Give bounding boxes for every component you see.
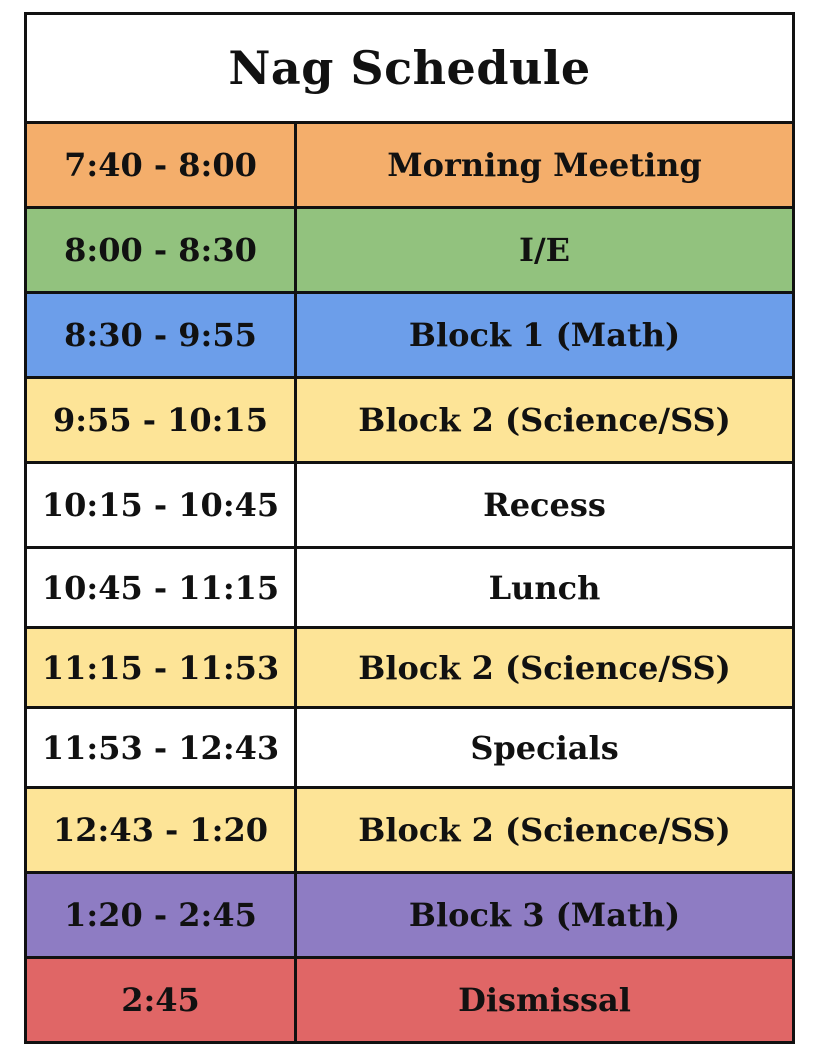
activity-cell: I/E	[296, 208, 794, 293]
time-cell: 7:40 - 8:00	[26, 123, 296, 208]
schedule-row	[26, 958, 794, 1043]
time-cell: 12:43 - 1:20	[26, 788, 296, 873]
activity-cell: Block 3 (Math)	[296, 873, 794, 958]
time-cell: 9:55 - 10:15	[26, 378, 296, 463]
schedule-row	[26, 293, 794, 378]
activity-cell: Block 2 (Science/SS)	[296, 628, 794, 708]
schedule-row	[26, 123, 794, 208]
activity-cell: Dismissal	[296, 958, 794, 1043]
activity-cell: Block 2 (Science/SS)	[296, 788, 794, 873]
schedule-row	[26, 208, 794, 293]
time-cell: 11:53 - 12:43	[26, 708, 296, 788]
title-row	[26, 14, 794, 123]
activity-cell: Block 2 (Science/SS)	[296, 378, 794, 463]
schedule-row	[26, 708, 794, 788]
activity-cell: Lunch	[296, 548, 794, 628]
schedule-row	[26, 463, 794, 548]
time-cell: 10:45 - 11:15	[26, 548, 296, 628]
time-cell: 1:20 - 2:45	[26, 873, 296, 958]
schedule-table	[24, 12, 795, 1044]
schedule-row	[26, 873, 794, 958]
schedule-row	[26, 788, 794, 873]
activity-cell: Block 1 (Math)	[296, 293, 794, 378]
time-cell: 8:00 - 8:30	[26, 208, 296, 293]
time-cell: 2:45	[26, 958, 296, 1043]
schedule-title: Nag Schedule	[26, 14, 794, 123]
schedule-row	[26, 378, 794, 463]
activity-cell: Recess	[296, 463, 794, 548]
activity-cell: Morning Meeting	[296, 123, 794, 208]
schedule-row	[26, 548, 794, 628]
time-cell: 11:15 - 11:53	[26, 628, 296, 708]
activity-cell: Specials	[296, 708, 794, 788]
time-cell: 10:15 - 10:45	[26, 463, 296, 548]
time-cell: 8:30 - 9:55	[26, 293, 296, 378]
schedule-row	[26, 628, 794, 708]
